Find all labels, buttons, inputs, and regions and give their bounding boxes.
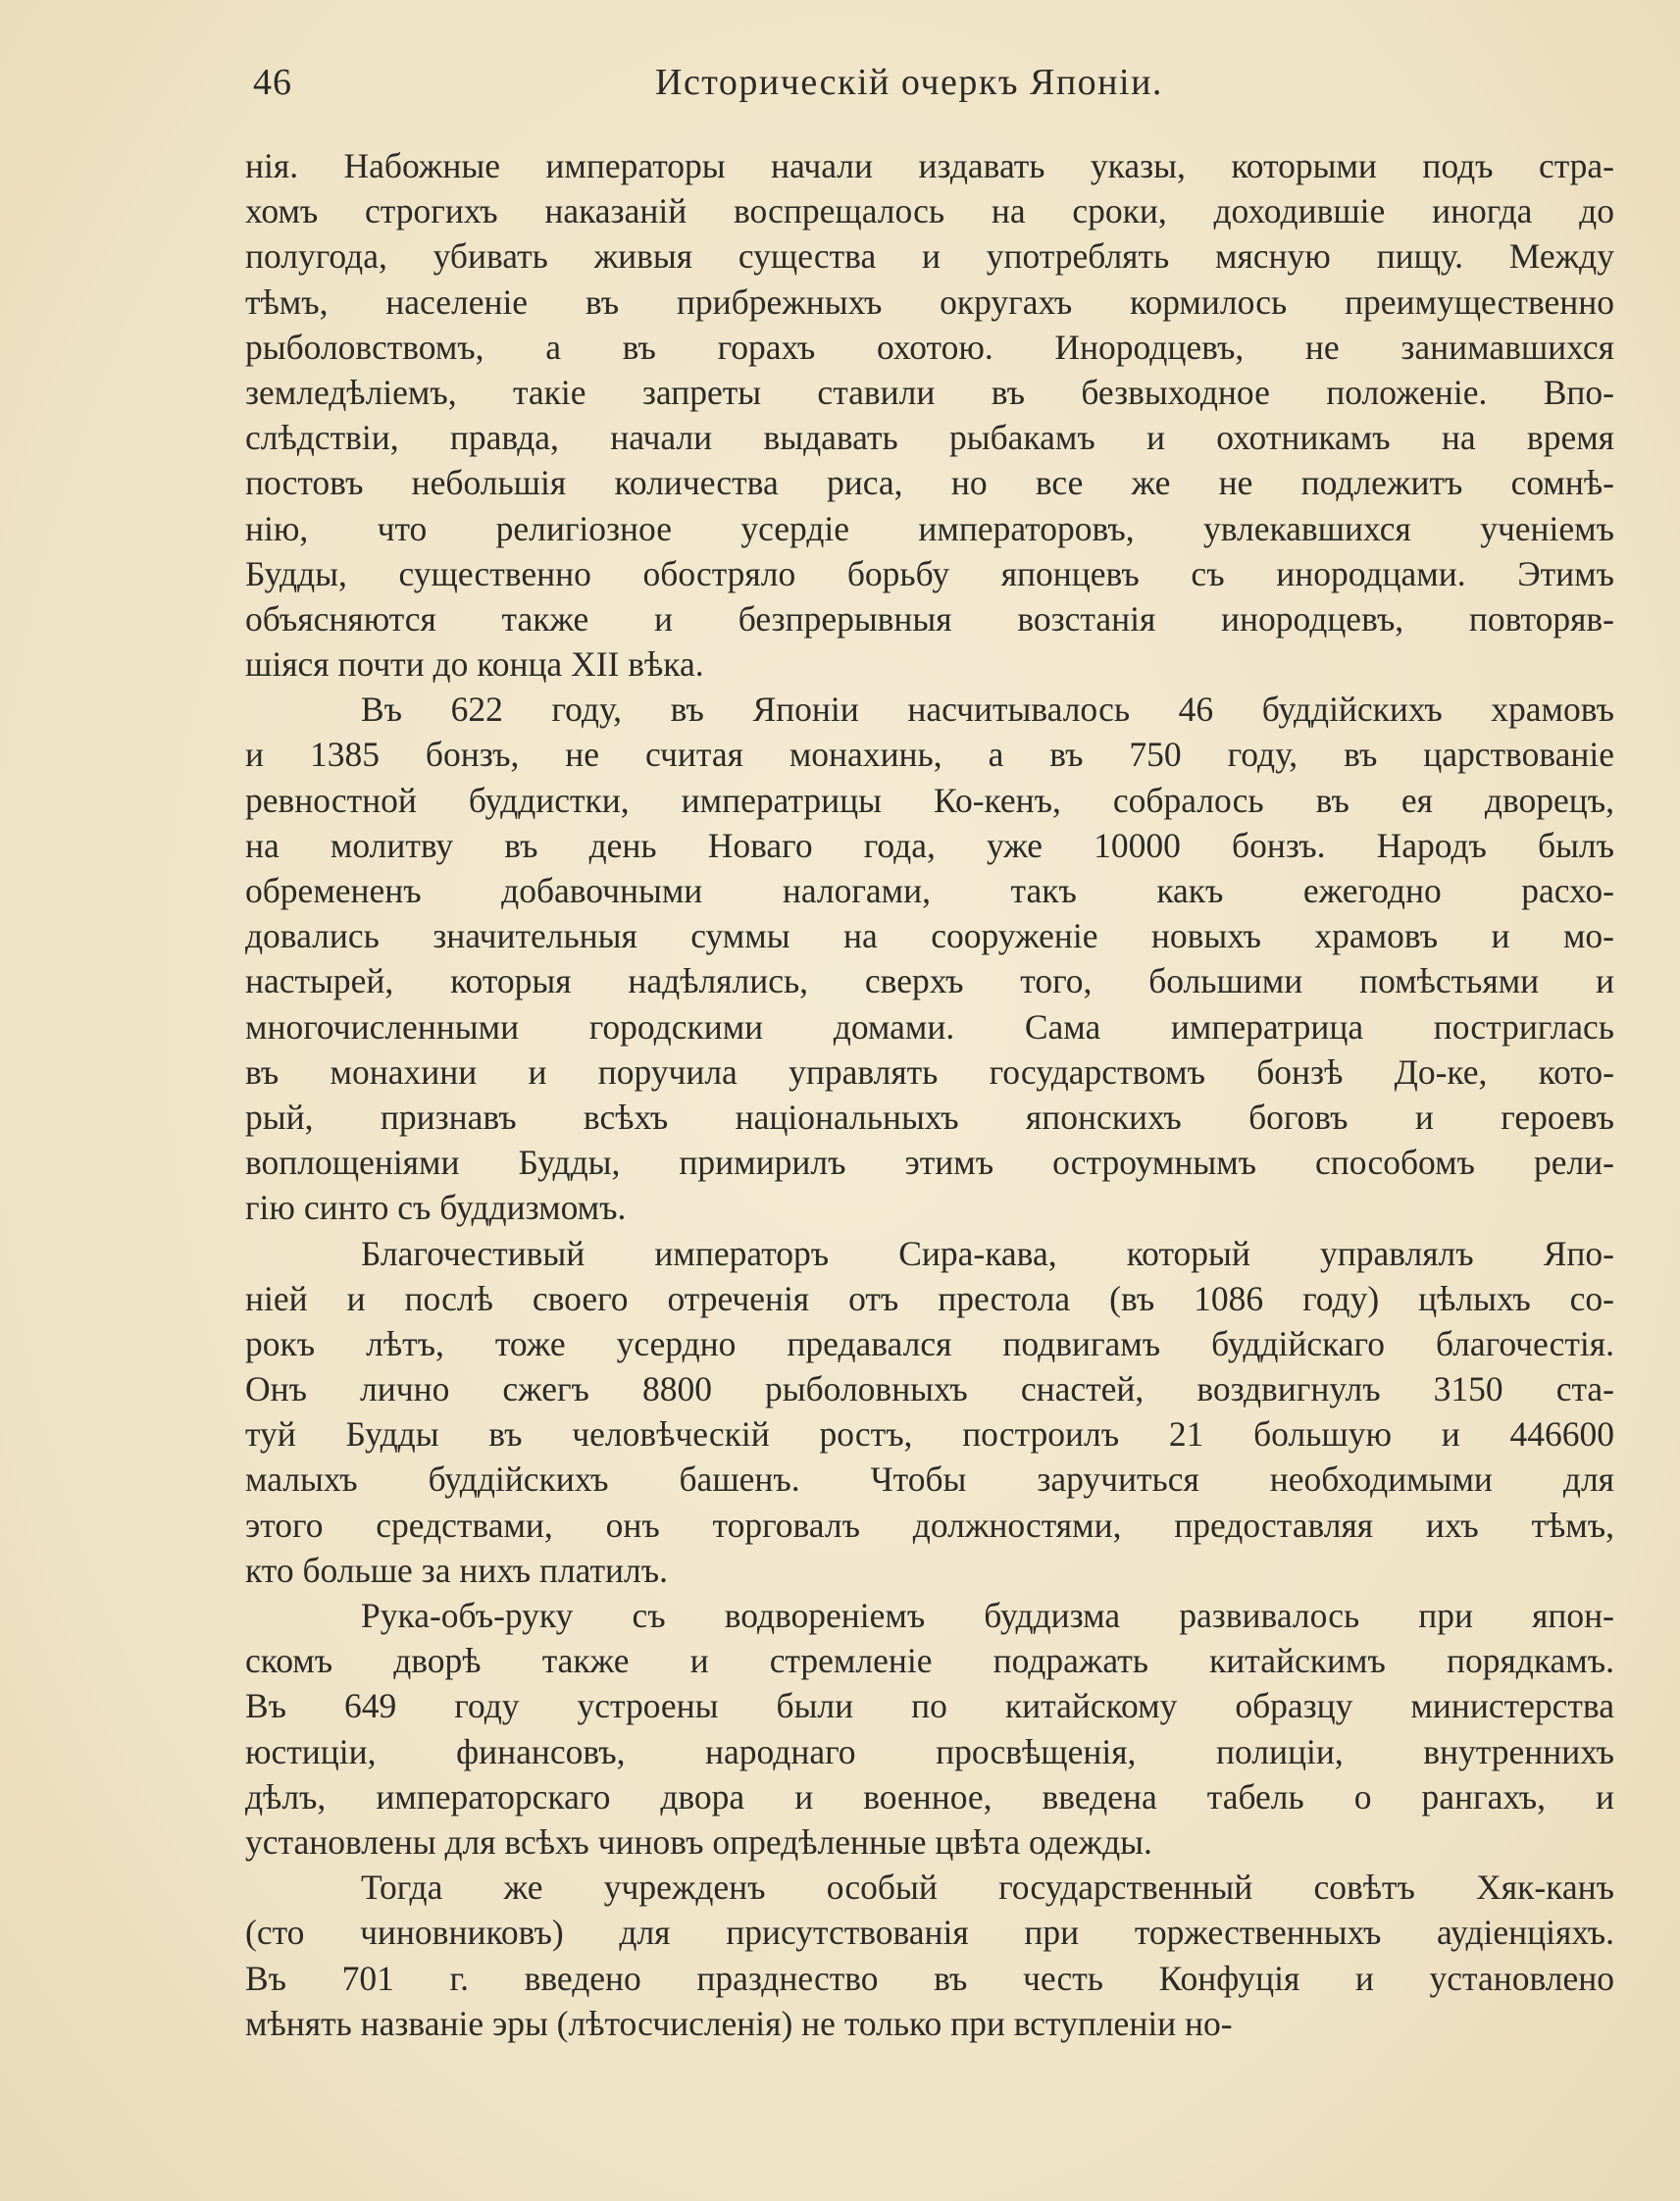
text-line: Въ 649 году устроены были по китайскому образцу министерства: [245, 1686, 1614, 1726]
text-line: воплощеніями Будды, примирилъ этимъ остроумнымъ способомъ рели-: [245, 1143, 1614, 1183]
text-line: рокъ лѣтъ, тоже усердно предавался подвигамъ буддійскаго благочестія.: [245, 1323, 1614, 1363]
text-line: и 1385 бонзъ, не считая монахинь, а въ 750 году, въ царствованіе: [245, 735, 1614, 775]
paragraph: [245, 1231, 1614, 1594]
page-header: [253, 61, 1606, 120]
text-line: довались значительныя суммы на сооруженіе новыхъ храмовъ и мо-: [245, 916, 1614, 956]
text-line: объясняются также и безпрерывныя возстанія инородцевъ, повторяв-: [245, 598, 1614, 639]
text-line: рый, признавъ всѣхъ національныхъ японскихъ боговъ и героевъ: [245, 1097, 1614, 1137]
text-line: обремененъ добавочными налогами, такъ какъ ежегодно расхо-: [245, 871, 1614, 910]
text-line: нію, что религіозное усердіе императоровъ, увлекавшихся ученіемъ: [245, 508, 1614, 548]
running-title: Историческій очеркъ Японіи.: [655, 62, 1163, 103]
paragraph: [245, 687, 1614, 1230]
paragraph: [245, 143, 1614, 687]
text-line: малыхъ буддійскихъ башенъ. Чтобы заручиться необходимыми для: [245, 1459, 1614, 1500]
text-line: слѣдствіи, правда, начали выдавать рыбакамъ и охотникамъ на время: [245, 418, 1614, 458]
text-line: на молитву въ день Новаго года, уже 10000 бонзъ. Народъ былъ: [245, 825, 1614, 865]
text-line: многочисленными городскими домами. Сама императрица постриглась: [245, 1006, 1614, 1047]
text-line: шіяся почти до конца XII вѣка.: [245, 644, 704, 685]
text-line: рыболовствомъ, а въ горахъ охотою. Инородцевъ, не занимавшихся: [245, 327, 1614, 367]
text-line: тѣмъ, населеніе въ прибрежныхъ округахъ кормилось преимущественно: [245, 282, 1614, 322]
body-text: [245, 143, 1614, 2046]
text-line: полугода, убивать живыя существа и употреблять мясную пищу. Между: [245, 236, 1614, 277]
text-line: туй Будды въ человѣческій ростъ, построилъ 21 большую и 446600: [245, 1414, 1614, 1455]
text-line: въ монахини и поручила управлять государствомъ бонзѣ До-ке, кото-: [245, 1051, 1614, 1092]
paragraph: [245, 1865, 1614, 2046]
text-line: (сто чиновниковъ) для присутствованія при торжественныхъ аудіенціяхъ.: [245, 1913, 1614, 1953]
text-line: Будды, существенно обостряло борьбу японцевъ съ инородцами. Этимъ: [245, 553, 1614, 593]
text-line: установлены для всѣхъ чиновъ опредѣленные цвѣта одежды.: [245, 1821, 1152, 1862]
text-line: Онъ лично сжегъ 8800 рыболовныхъ снастей, воздвигнулъ 3150 ста-: [245, 1369, 1614, 1409]
text-line: дѣлъ, императорскаго двора и военное, введена табель о рангахъ, и: [245, 1776, 1614, 1817]
text-line: нія. Набожные императоры начали издавать указы, которыми подъ стра-: [245, 146, 1614, 185]
paragraph: [245, 1593, 1614, 1865]
text-line: Рука-объ-руку съ водвореніемъ буддизма развивалось при япон-: [361, 1596, 1614, 1635]
text-line: настырей, которыя надѣлялись, сверхъ того, большими помѣстьями и: [245, 961, 1614, 1001]
text-line: гію синто съ буддизмомъ.: [245, 1188, 627, 1228]
text-line: скомъ дворѣ также и стремленіе подражать китайскимъ порядкамъ.: [245, 1641, 1614, 1681]
text-line: хомъ строгихъ наказаній воспрещалось на сроки, доходившіе иногда до: [245, 191, 1614, 231]
text-line: ніей и послѣ своего отреченія отъ престола (въ 1086 году) цѣлыхъ со-: [245, 1278, 1614, 1318]
text-line: Благочестивый императоръ Сира-кава, который управлялъ Япо-: [361, 1233, 1614, 1273]
text-line: Тогда же учрежденъ особый государственный совѣтъ Хяк-канъ: [361, 1868, 1614, 1908]
text-line: юстиціи, финансовъ, народнаго просвѣщенія, полиціи, внутреннихъ: [245, 1731, 1614, 1771]
text-line: мѣнять названіе эры (лѣтосчисленія) не только при вступленіи но-: [245, 2003, 1233, 2043]
text-line: Въ 701 г. введено празднество въ честь Конфуція и установлено: [245, 1958, 1614, 1998]
text-line: постовъ небольшія количества риса, но все же не подлежитъ сомнѣ-: [245, 463, 1614, 503]
text-line: земледѣліемъ, такіе запреты ставили въ безвыходное положеніе. Впо-: [245, 372, 1614, 412]
text-line: Въ 622 году, въ Японіи насчитывалось 46 буддійскихъ храмовъ: [361, 690, 1614, 730]
text-line: ревностной буддистки, императрицы Ко-кенъ, собралось въ ея дворецъ,: [245, 780, 1614, 820]
text-line: кто больше за нихъ платилъ.: [245, 1550, 668, 1590]
page-number: 46: [253, 62, 292, 103]
text-line: этого средствами, онъ торговалъ должностями, предоставляя ихъ тѣмъ,: [245, 1505, 1614, 1545]
